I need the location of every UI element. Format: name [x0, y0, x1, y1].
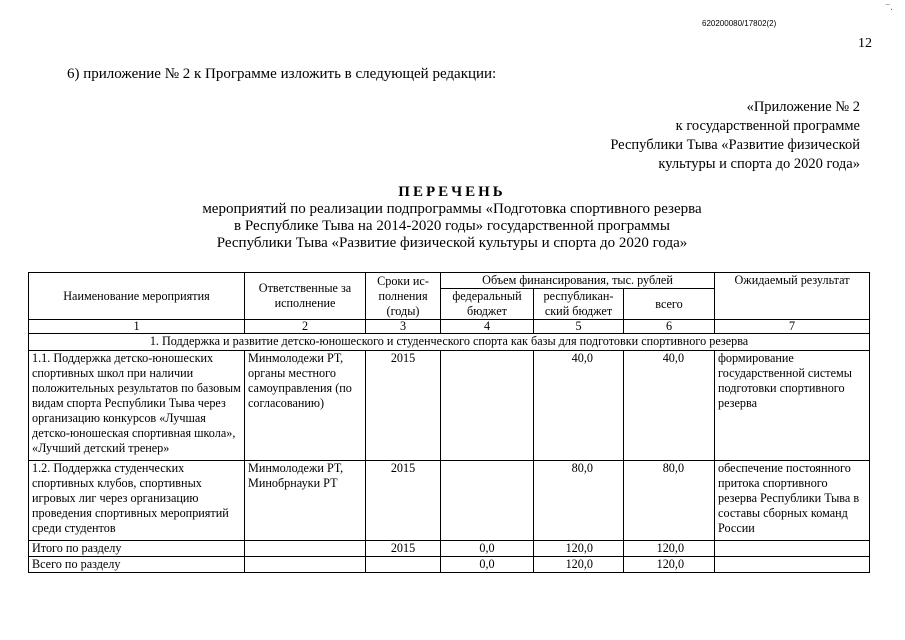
- column-number: 6: [624, 320, 715, 334]
- row-result: обеспечение постоянного притока спортивного резерва Республики Тыва в составы сборных команд России: [715, 461, 870, 541]
- section-title: 1. Поддержка и развитие детско-юношеского и студенческого спорта как базы для подготовки спортивного резерва: [29, 334, 870, 351]
- grandtotal-row: [29, 557, 870, 573]
- row-term: 2015: [366, 351, 441, 461]
- appendix-line: к государственной программе: [675, 118, 860, 134]
- corner-mark: ⁻.: [885, 2, 893, 13]
- document-id: 620200080/17802(2): [702, 19, 777, 28]
- heading-line: Республики Тыва «Развитие физической культуры и спорта до 2020 года»: [216, 235, 688, 251]
- header-financing: Объем финансирования, тыс. рублей: [441, 273, 715, 289]
- row-name: 1.1. Поддержка детско-юношеских спортивных школ при наличии положительных результатов по базовым видам спорта Республики Тыва через организацию конкурсов «Лучшая детско-юношеская спортивная школа», «Лучший детский тренер»: [29, 351, 245, 461]
- appendix-line: «Приложение № 2: [746, 99, 860, 115]
- grandtotal-label: Всего по разделу: [29, 557, 245, 573]
- grandtotal-federal: 0,0: [441, 557, 534, 573]
- intro-paragraph: 6) приложение № 2 к Программе изложить в следующей редакции:: [67, 66, 497, 82]
- header-name: Наименование мероприятия: [29, 273, 245, 320]
- subtotal-republic: 120,0: [534, 541, 624, 557]
- row-responsible: Минмолодежи РТ, органы местного самоуправления (по согласованию): [245, 351, 366, 461]
- measures-table: [28, 272, 870, 573]
- subtotal-row: [29, 541, 870, 557]
- subtotal-label: Итого по разделу: [29, 541, 245, 557]
- row-result: формирование государственной системы подготовки спортивного резерва: [715, 351, 870, 461]
- header-total: всего: [624, 289, 715, 320]
- grandtotal-total: 120,0: [624, 557, 715, 573]
- header-result: Ожидаемый результат: [715, 273, 870, 320]
- row-name: 1.2. Поддержка студенческих спортивных клубов, спортивных игровых лиг через организацию проведения спортивных мероприятий среди студентов: [29, 461, 245, 541]
- column-number: 5: [534, 320, 624, 334]
- table-row: [29, 461, 870, 541]
- appendix-header: [560, 98, 860, 174]
- subtotal-federal: 0,0: [441, 541, 534, 557]
- table-row: [29, 351, 870, 461]
- subtotal-total: 120,0: [624, 541, 715, 557]
- subtotal-term: 2015: [366, 541, 441, 557]
- column-number: 3: [366, 320, 441, 334]
- column-number: 2: [245, 320, 366, 334]
- page-number: 12: [858, 36, 872, 51]
- column-number: 1: [29, 320, 245, 334]
- grandtotal-term: [366, 557, 441, 573]
- row-federal: [441, 351, 534, 461]
- row-total: 80,0: [624, 461, 715, 541]
- header-responsible: Ответственные за исполнение: [245, 273, 366, 320]
- list-heading: [80, 184, 824, 252]
- row-republic: 40,0: [534, 351, 624, 461]
- header-republic: республикан-ский бюджет: [534, 289, 624, 320]
- heading-line: в Республике Тыва на 2014-2020 годы» государственной программы: [234, 218, 670, 234]
- column-number: 7: [715, 320, 870, 334]
- header-term: Сроки ис-полнения (годы): [366, 273, 441, 320]
- heading-title: ПЕРЕЧЕНЬ: [398, 184, 506, 200]
- column-number: 4: [441, 320, 534, 334]
- header-federal: федеральный бюджет: [441, 289, 534, 320]
- row-total: 40,0: [624, 351, 715, 461]
- appendix-line: культуры и спорта до 2020 года»: [658, 156, 860, 172]
- row-responsible: Минмолодежи РТ, Минобрнауки РТ: [245, 461, 366, 541]
- appendix-line: Республики Тыва «Развитие физической: [610, 137, 860, 153]
- row-federal: [441, 461, 534, 541]
- row-term: 2015: [366, 461, 441, 541]
- row-republic: 80,0: [534, 461, 624, 541]
- heading-line: мероприятий по реализации подпрограммы «Подготовка спортивного резерва: [202, 201, 702, 217]
- grandtotal-republic: 120,0: [534, 557, 624, 573]
